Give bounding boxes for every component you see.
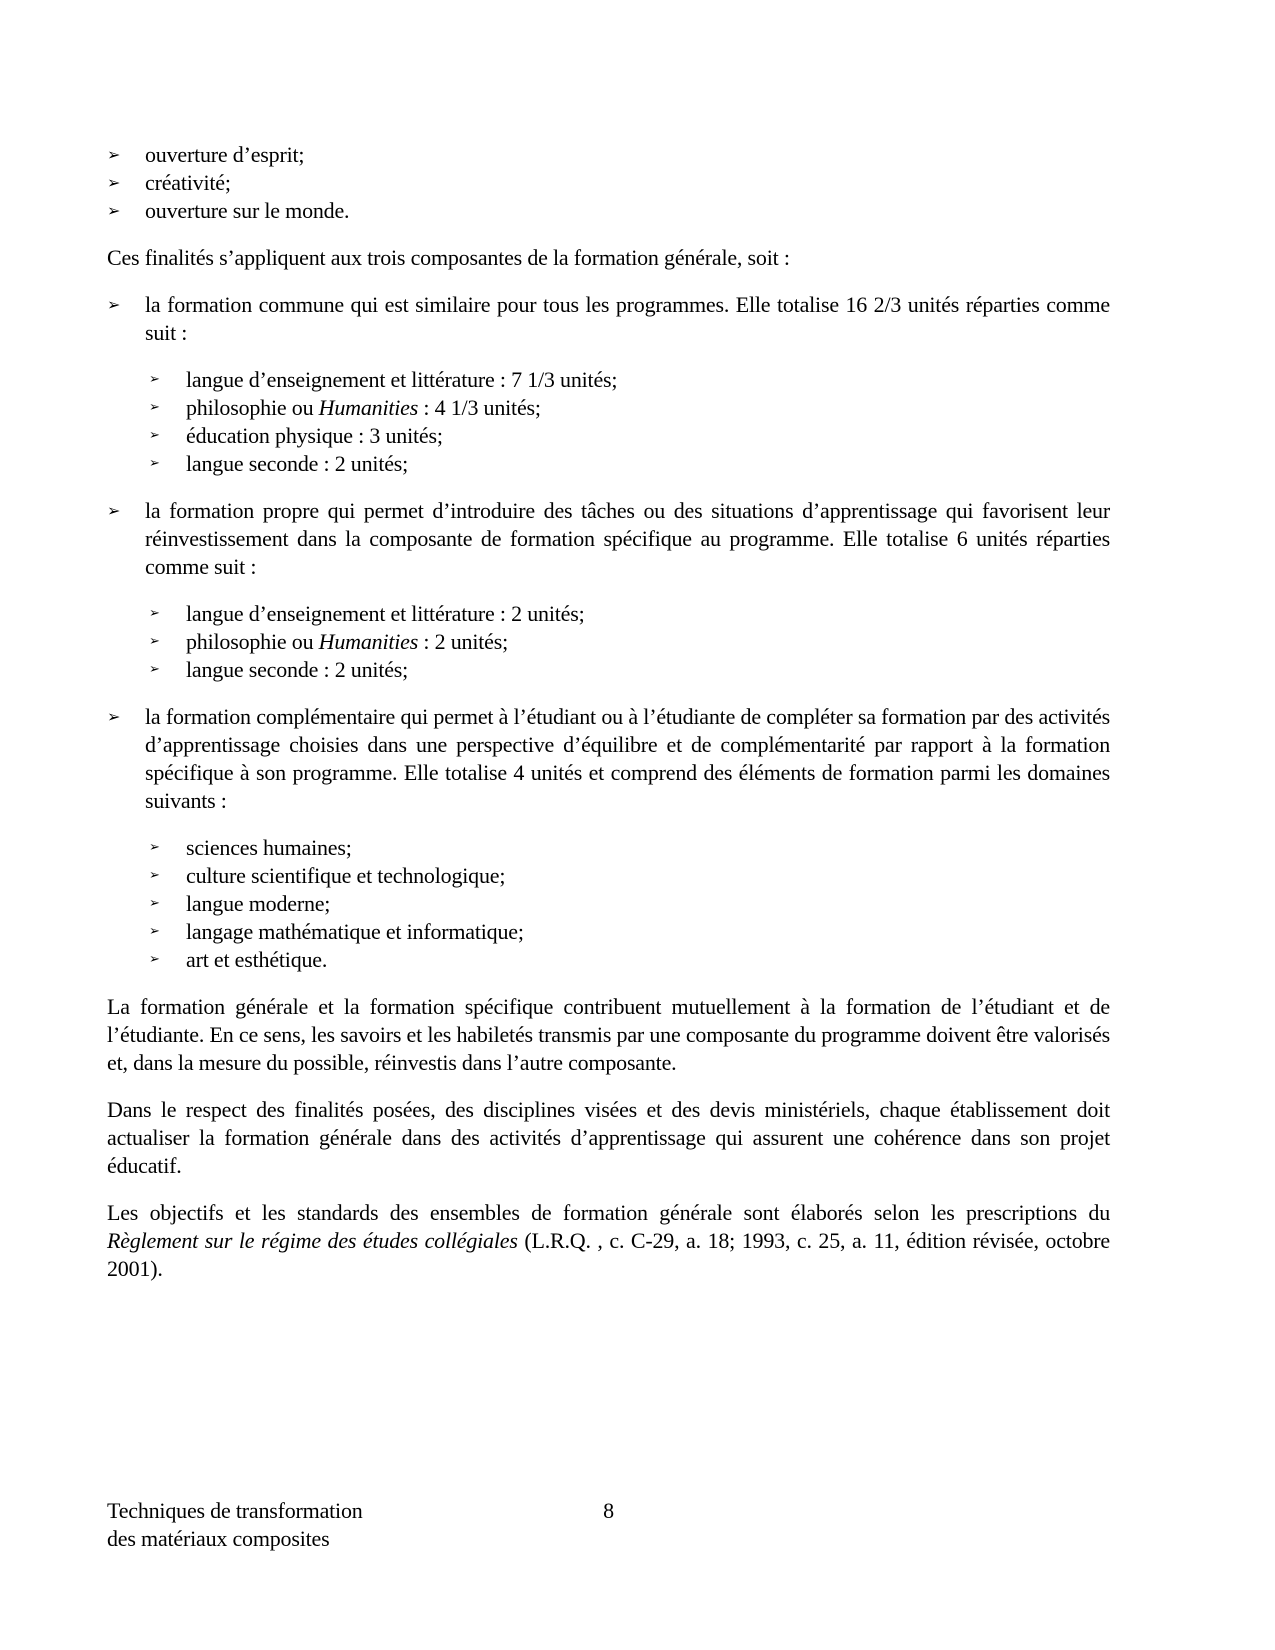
italic-reglement-title: Règlement sur le régime des études collégiales [107, 1228, 518, 1253]
list-item [107, 197, 1110, 225]
page-footer [107, 1497, 1110, 1553]
arrow-bullet-icon: ➢ [107, 173, 121, 192]
page-content [107, 141, 1110, 1302]
arrow-bullet-icon: ➢ [149, 924, 160, 939]
section-formation-propre [107, 497, 1110, 581]
list-item [149, 834, 1110, 862]
arrow-bullet-icon: ➢ [107, 295, 121, 314]
italic-term: Humanities [318, 395, 419, 420]
list-item-text: langue d’enseignement et littérature : 7 1/3 unités; [186, 367, 618, 392]
text-segment: philosophie ou [186, 629, 319, 654]
list-item-text: créativité; [145, 170, 231, 195]
section-lead-text: la formation commune qui est similaire pour tous les programmes. Elle totalise 16 2/3 unités réparties comme suit : [145, 292, 1110, 345]
list-item [149, 394, 1110, 422]
list-item-text [186, 394, 1110, 422]
list-item-text: ouverture d’esprit; [145, 142, 305, 167]
arrow-bullet-icon: ➢ [107, 501, 121, 520]
arrow-bullet-icon: ➢ [149, 868, 160, 883]
formation-complementaire-sublist [107, 834, 1110, 974]
arrow-bullet-icon: ➢ [149, 606, 160, 621]
list-item-text: éducation physique : 3 unités; [186, 423, 443, 448]
arrow-bullet-icon: ➢ [149, 400, 160, 415]
arrow-bullet-icon: ➢ [149, 634, 160, 649]
arrow-bullet-icon: ➢ [149, 840, 160, 855]
list-item [149, 450, 1110, 478]
list-item-text: langue moderne; [186, 891, 331, 916]
text-segment: (L.R.Q. , c. C-29, a. 18; 1993, c. 25, a. 11, édition révisée, octobre 2001). [107, 1228, 1110, 1281]
footer-title-line-1: Techniques de transformation [107, 1498, 363, 1523]
list-item [149, 600, 1110, 628]
footer-title-line-2: des matériaux composites [107, 1526, 330, 1551]
list-item-text [186, 628, 1110, 656]
formation-propre-sublist [107, 600, 1110, 684]
list-item-text: langue d’enseignement et littérature : 2 unités; [186, 601, 585, 626]
arrow-bullet-icon: ➢ [149, 662, 160, 677]
page-number: 8 [603, 1498, 614, 1523]
paragraph-objectifs-standards [107, 1199, 1110, 1283]
paragraph-respect-finalites: Dans le respect des finalités posées, des disciplines visées et des devis ministériels, chaque établissement doit actualiser la formation générale dans des activités d’apprentissage qui assurent une cohérence dans son projet éducatif. [107, 1097, 1110, 1178]
arrow-bullet-icon: ➢ [149, 372, 160, 387]
list-item-text: langue seconde : 2 unités; [186, 657, 409, 682]
arrow-bullet-icon: ➢ [149, 896, 160, 911]
list-item [149, 628, 1110, 656]
arrow-bullet-icon: ➢ [107, 201, 121, 220]
italic-term: Humanities [318, 629, 419, 654]
arrow-bullet-icon: ➢ [149, 952, 160, 967]
arrow-bullet-icon: ➢ [149, 456, 160, 471]
arrow-bullet-icon: ➢ [107, 707, 121, 726]
list-item [149, 656, 1110, 684]
intro-paragraph: Ces finalités s’appliquent aux trois composantes de la formation générale, soit : [107, 245, 790, 270]
list-item [149, 422, 1110, 450]
list-item-text: langage mathématique et informatique; [186, 919, 524, 944]
text-segment: philosophie ou [186, 395, 319, 420]
list-item [149, 366, 1110, 394]
list-item [149, 890, 1110, 918]
text-segment: : 4 1/3 unités; [418, 395, 541, 420]
list-item [149, 862, 1110, 890]
list-item-text: langue seconde : 2 unités; [186, 451, 409, 476]
arrow-bullet-icon: ➢ [107, 145, 121, 164]
finalites-bullet-list [107, 141, 1110, 225]
list-item-text: sciences humaines; [186, 835, 352, 860]
section-formation-commune [107, 291, 1110, 347]
arrow-bullet-icon: ➢ [149, 428, 160, 443]
list-item [149, 918, 1110, 946]
paragraph-formation-generale-specifique: La formation générale et la formation spécifique contribuent mutuellement à la formation de l’étudiant et de l’étudiante. En ce sens, les savoirs et les habiletés transmis par une composante du programme doivent être valorisés et, dans la mesure du possible, réinvestis dans l’autre composante. [107, 994, 1110, 1075]
text-segment: Les objectifs et les standards des ensembles de formation générale sont élaborés selon les prescriptions du [107, 1200, 1110, 1225]
section-lead-text: la formation propre qui permet d’introduire des tâches ou des situations d’apprentissage qui favorisent leur réinvestissement dans la composante de formation spécifique au programme. Elle totalise 6 unités réparties comme suit : [145, 498, 1110, 579]
section-formation-complementaire [107, 703, 1110, 815]
list-item-text: art et esthétique. [186, 947, 328, 972]
list-item-text: ouverture sur le monde. [145, 198, 350, 223]
list-item-text: culture scientifique et technologique; [186, 863, 506, 888]
list-item [107, 169, 1110, 197]
list-item [107, 141, 1110, 169]
section-lead-text: la formation complémentaire qui permet à l’étudiant ou à l’étudiante de compléter sa formation par des activités d’apprentissage choisies dans une perspective d’équilibre et de complémentarité par rapport à la formation spécifique à son programme. Elle totalise 4 unités et comprend des éléments de formation parmi les domaines suivants : [145, 704, 1110, 813]
text-segment: : 2 unités; [418, 629, 509, 654]
formation-commune-sublist [107, 366, 1110, 478]
list-item [149, 946, 1110, 974]
